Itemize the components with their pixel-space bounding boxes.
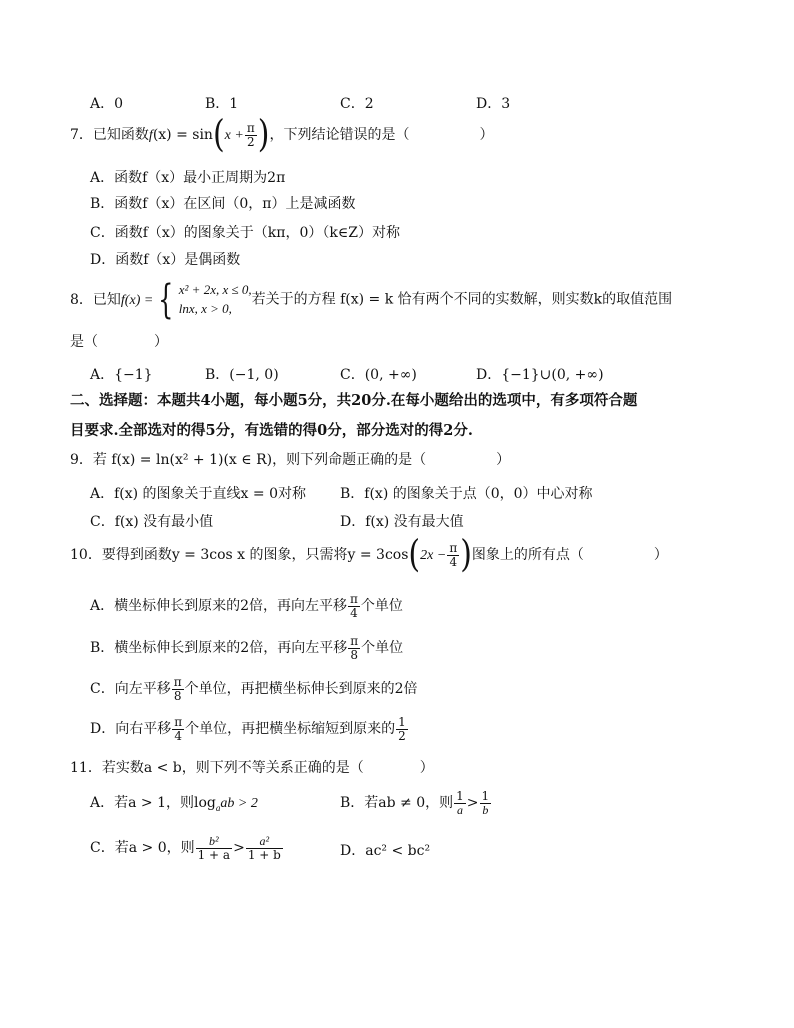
q9-option-a: A．f(x) 的图象关于直线x = 0对称 (90, 486, 306, 502)
q7-option-a: A．函数f（x）最小正周期为2π (90, 170, 286, 186)
q8-piece-1: x² + 2x, x ≤ 0, (178, 282, 252, 298)
q7-func: (x) = sin (152, 127, 213, 143)
q7-pi-over-2: $\frac{\pi}{2}$ (246, 120, 255, 149)
q9-stem: 9．若 f(x) = ln(x² + 1)(x ∈ R)，则下列命题正确的是（ ） (70, 452, 511, 468)
q11-option-c: C．若a > 0，则 $\frac{\text{b²}}{1 + a}$ > $\frac{\text{a²}}{1 + b}$ (90, 834, 281, 862)
q11-stem: 11．若实数a < b，则下列不等关系正确的是（ ） (70, 760, 434, 776)
q8-piecewise (179, 281, 252, 319)
q10-option-c: C．向左平移 $\frac{\pi}{8}$ 个单位，再把横坐标伸长到原来的2倍 (90, 675, 418, 703)
q10-option-a: A．横坐标伸长到原来的2倍，再向左平移 $\frac{\pi}{4}$ 个单位 (90, 592, 403, 620)
q7-inner: x + (224, 128, 244, 143)
q7-prefix: 7．已知函数 (70, 127, 149, 143)
q11-option-a: A．若a > 1，则$\log_aab > 2$ (90, 795, 258, 813)
q7-stem: 7．已知函数f(x) = sin(x + $\frac{\pi}{2}$ )，下列结论错误的是（ ） (70, 112, 494, 157)
q8-stem: 8．已知f(x) = { x² + 2x, x ≤ 0, lnx, x > 0, 若关于的方程 f(x) = k 恰有两个不同的实数解，则实数k的取值范围 (70, 277, 673, 323)
q10-suffix: 图象上的所有点（ ） (471, 547, 668, 563)
q6-option-d: D．3 (476, 96, 511, 112)
q10-stem: 10．要得到函数y = 3cos x 的图象，只需将y = 3cos(2x − $\frac{\pi}{4}$ )图象上的所有点（ ） (70, 532, 668, 577)
q7-option-d: D．函数f（x）是偶函数 (90, 252, 241, 268)
q8-option-b: B．(−1, 0) (205, 367, 279, 383)
q10-option-d: D．向右平移 $\frac{\pi}{4}$ 个单位，再把横坐标缩短到原来的 $\frac{1}{2}$ (90, 715, 406, 743)
q8-fx: f(x) = (120, 293, 154, 308)
q6-option-a: A．0 (90, 96, 124, 112)
q8-stem-line2: 是（ ） (70, 334, 168, 350)
q9-option-c: C．f(x) 没有最小值 (90, 514, 214, 530)
q11-option-b: B．若ab ≠ 0，则 $\frac{1}{a}$ > $\frac{1}{b}$ (340, 789, 490, 817)
q8-option-a: A．{−1} (90, 367, 153, 383)
q10-option-b: B．横坐标伸长到原来的2倍，再向左平移 $\frac{\pi}{8}$ 个单位 (90, 634, 404, 662)
q7-suffix: ，下列结论错误的是（ ） (269, 127, 494, 143)
q11-option-d: D．ac² < bc² (340, 843, 431, 859)
q9-option-d: D．f(x) 没有最大值 (340, 514, 464, 530)
q7-option-c: C．函数f（x）的图象关于（kπ，0）（k∈Z）对称 (90, 225, 400, 241)
q8-prefix: 8．已知 (70, 292, 121, 308)
section2-heading-line2: 目要求.全部选对的得5分，有选错的得0分，部分选对的得2分. (70, 422, 473, 439)
q8-suffix: 若关于的方程 f(x) = k 恰有两个不同的实数解，则实数k的取值范围 (251, 291, 673, 308)
section2-heading-line1: 二、选择题：本题共4小题，每小题5分，共20分.在每小题给出的选项中，有多项符合题 (70, 392, 638, 409)
q9-option-b: B．f(x) 的图象关于点（0，0）中心对称 (340, 486, 593, 502)
q6-option-b: B．1 (205, 96, 239, 112)
q10-inner: 2x − (420, 548, 447, 563)
q8-option-c: C．(0, +∞) (340, 367, 417, 383)
q7-option-b: B．函数f（x）在区间（0，π）上是减函数 (90, 196, 356, 212)
q7-fx: f (148, 128, 153, 143)
q6-option-c: C．2 (340, 96, 374, 112)
q8-option-d: D．{−1}∪(0, +∞) (476, 367, 604, 383)
q8-piece-2: lnx, x > 0, (178, 301, 232, 316)
q10-prefix: 10．要得到函数y = 3cos x 的图象，只需将y = 3cos (70, 547, 409, 563)
q10-pi-over-4: $\frac{\pi}{4}$ (449, 540, 458, 569)
